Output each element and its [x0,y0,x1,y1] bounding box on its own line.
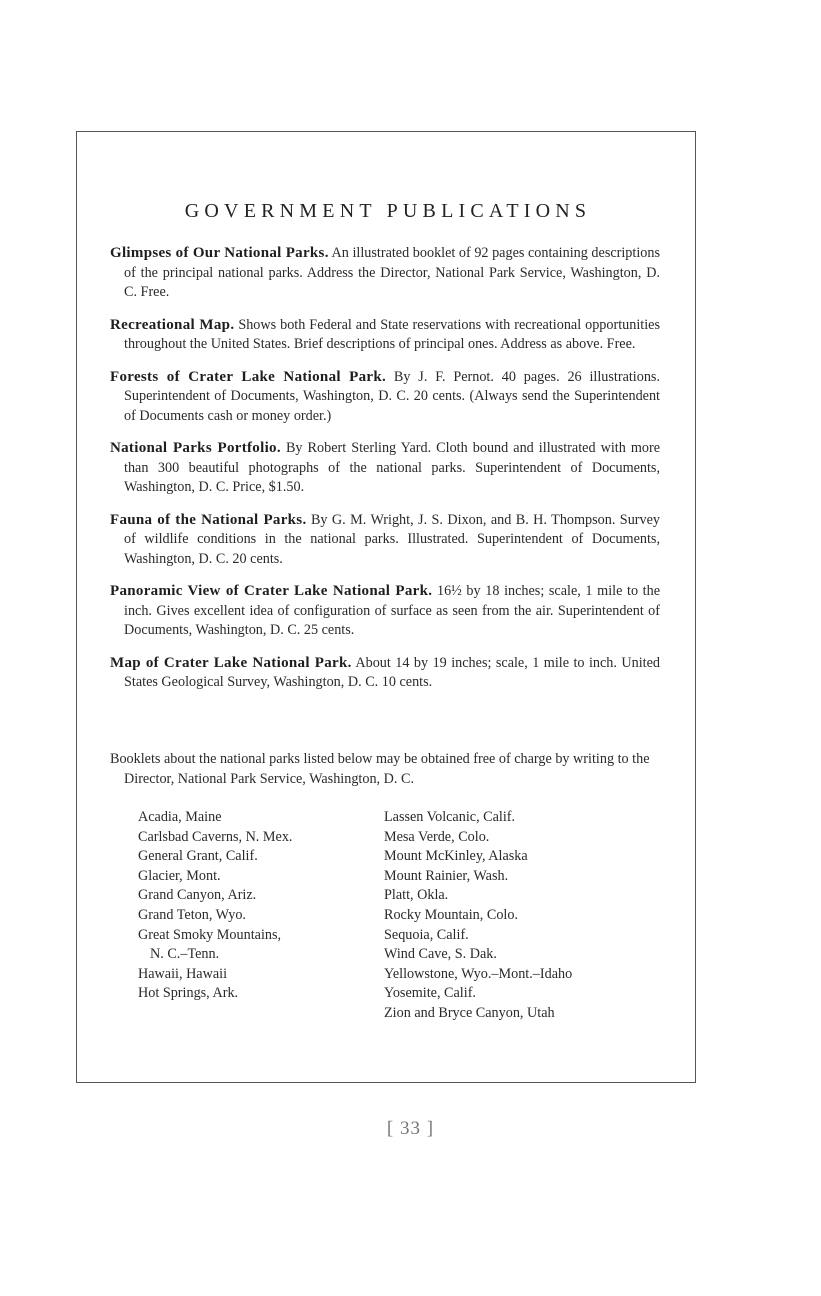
publication-title: Glimpses of Our National Parks. [110,245,329,261]
park-item: Lassen Volcanic, Calif. [384,809,516,825]
publication-description: An illustrated booklet of 92 pages containing descriptions of the principal national parks. Address the Director, National Park Service, Washington, D. C. Free. [124,245,660,300]
park-item: Mount McKinley, Alaska [384,848,528,865]
publications-list [110,244,660,706]
publication-title: Forests of Crater Lake National Park. [110,368,387,385]
park-item: Rocky Mountain, Colo. [384,906,518,923]
page-number: [ 33 ] [386,1118,435,1139]
publication-entry [110,244,660,303]
publication-description: By J. F. Pernot. 40 pages. 26 illustrations. Superintendent of Documents, Washington, D. C. 20 cents. (Always send the Superintendent of Documents cash or money order.) [124,368,660,424]
park-item: Glacier, Mont. [138,867,221,884]
page-heading: GOVERNMENT PUBLICATIONS [184,200,592,222]
publication-title: Recreational Map. [110,316,235,333]
publication-entry [110,582,660,641]
publication-entry [110,368,660,427]
park-item-continuation: N. C.–Tenn. [150,946,220,963]
publication-description: 16½ by 18 inches; scale, 1 mile to the inch. Gives excellent idea of configuration of surface as seen from the air. Superintendent of Documents, Washington, D. C. 25 cents. [124,583,661,638]
park-item: Hawaii, Hawaii [138,965,228,982]
park-item: Mesa Verde, Colo. [384,828,490,845]
publication-description: By G. M. Wright, J. S. Dixon, and B. H. Thompson. Survey of wildlife conditions in the national parks. Illustrated. Superintendent of Documents, Washington, D. C. 20 cents. [124,511,661,567]
park-item: Great Smoky Mountains, [138,926,282,943]
park-item: Platt, Okla. [384,887,449,904]
park-item: Yellowstone, Wyo.–Mont.–Idaho [384,965,573,982]
parks-list-right [384,808,572,1024]
publication-title: Fauna of the National Parks. [110,511,307,528]
park-item: Mount Rainier, Wash. [384,867,509,884]
park-item: Grand Teton, Wyo. [138,906,246,923]
publication-title: National Parks Portfolio. [110,440,281,456]
publication-title: Panoramic View of Crater Lake National Park. [110,583,433,599]
publication-entry [110,316,660,355]
publication-title: Map of Crater Lake National Park. [110,654,352,671]
publication-description: By Robert Sterling Yard. Cloth bound and illustrated with more than 300 beautiful photographs of the national parks. Superintendent of Documents, Washington, D. C. Price, $1.50. [124,440,661,495]
park-item: Grand Canyon, Ariz. [138,887,257,904]
park-item: Hot Springs, Ark. [138,985,239,1002]
parks-list-left [138,808,292,1004]
publication-entry [110,654,660,693]
publication-description: Shows both Federal and State reservations with recreational opportunities throughout the United States. Brief descriptions of principal ones. Address as above. Free. [124,316,660,352]
park-item: Zion and Bryce Canyon, Utah [384,1004,555,1021]
publication-entry [110,511,660,570]
park-item: Wind Cave, S. Dak. [384,946,497,963]
park-item: General Grant, Calif. [138,848,258,865]
park-item: Acadia, Maine [138,809,222,825]
park-item: Yosemite, Calif. [384,985,476,1002]
park-item: Sequoia, Calif. [384,926,469,943]
park-item: Carlsbad Caverns, N. Mex. [138,828,293,845]
publication-description: About 14 by 19 inches; scale, 1 mile to inch. United States Geological Survey, Washington, D. C. 10 cents. [124,654,661,690]
publication-entry [110,439,660,498]
booklets-note: Booklets about the national parks listed below may be obtained free of charge by writing to the Director, National Park Service, Washington, D. C. [110,751,650,787]
